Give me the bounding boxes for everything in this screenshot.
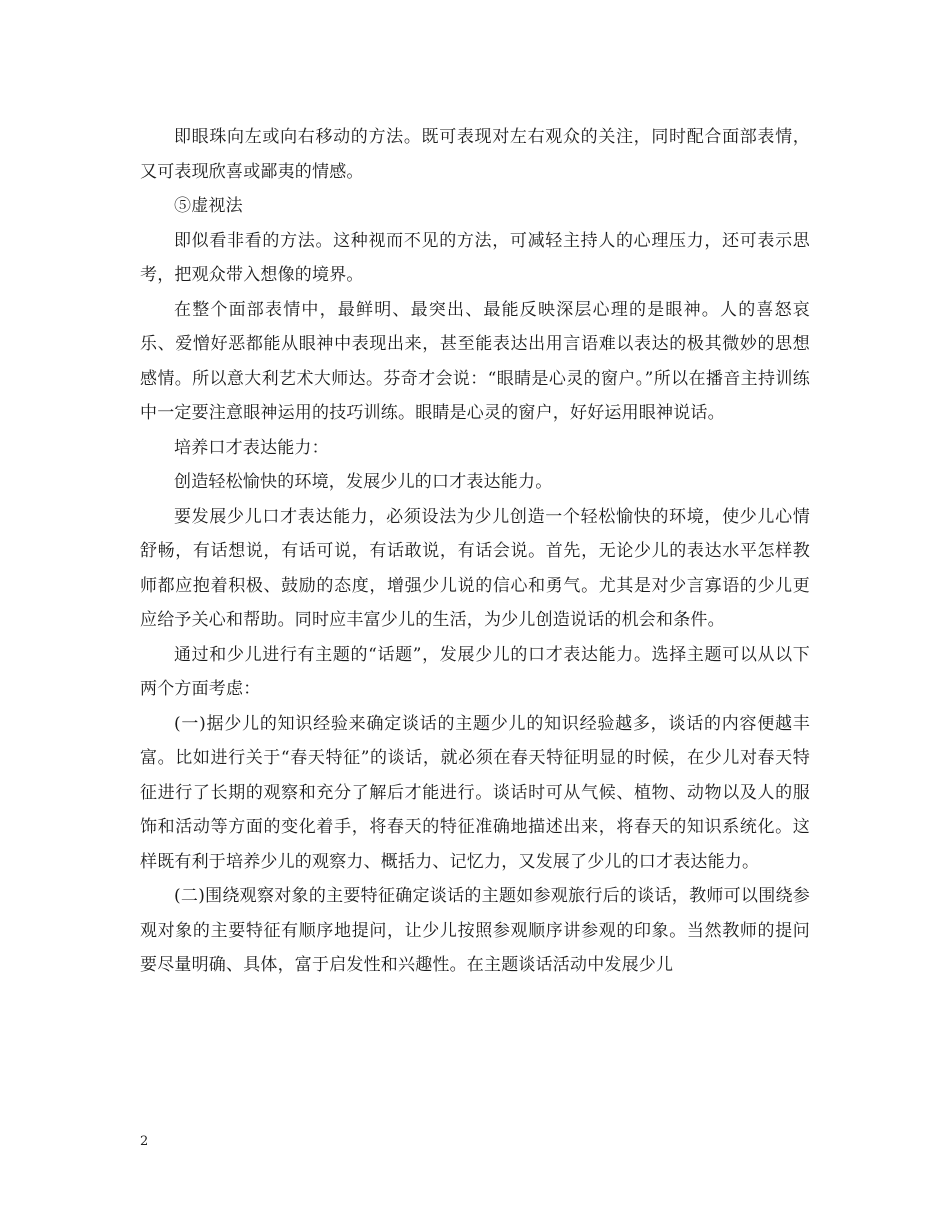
paragraph-relaxed-environment: 创造轻松愉快的环境，发展少儿的口才表达能力。 (174, 472, 553, 492)
paragraph-topic-conversation: 通过和少儿进行有主题的“话题”，发展少儿的口才表达能力。选择主题可以从以下两个方面考虑： (140, 644, 810, 699)
paragraph-topic-one: (一)据少儿的知识经验来确定谈话的主题少儿的知识经验越多，谈话的内容便越丰富。比如进行关于“春天特征”的谈话，就必须在春天特征明显的时候，在少儿对春天特征进行了长期的观察和充分了解后才能进行。谈话时可从气候、植物、动物以及人的服饰和活动等方面的变化着手，将春天的特征准确地描述出来，将春天的知识系统化。这样既有利于培养少儿的观察力、概括力、记忆力，又发展了少儿的口才表达能力。 (140, 713, 810, 872)
paragraph-eye-expression: 在整个面部表情中，最鲜明、最突出、最能反映深层心理的是眼神。人的喜怒哀乐、爱憎好恶都能从眼神中表现出来，甚至能表达出用言语难以表达的极其微妙的思想感情。所以意大利艺术大师达。芬奇才会说：“眼睛是心灵的窗户。”所以在播音主持训练中一定要注意眼神运用的技巧训练。眼睛是心灵的窗户，好好运用眼神说话。 (140, 299, 810, 423)
paragraph-topic-two: (二)围绕观察对象的主要特征确定谈话的主题如参观旅行后的谈话，教师可以围绕参观对象的主要特征有顺序地提问，让少儿按照参观顺序讲参观的印象。当然教师的提问要尽量明确、具体，富于启发性和兴趣性。在主题谈话活动中发展少儿 (140, 886, 810, 975)
paragraph-develop-expression: 要发展少儿口才表达能力，必须设法为少儿创造一个轻松愉快的环境，使少儿心情舒畅，有话想说，有话可说，有话敢说，有话会说。首先，无论少儿的表达水平怎样教师都应抱着积极、鼓励的态度，增强少儿说的信心和勇气。尤其是对少言寡语的少儿更应给予关心和帮助。同时应丰富少儿的生活，为少儿创造说话的机会和条件。 (140, 506, 810, 630)
heading-eloquence: 培养口才表达能力： (174, 437, 329, 458)
paragraph-virtual-gaze: 即似看非看的方法。这种视而不见的方法，可减轻主持人的心理压力，还可表示思考，把观众带入想像的境界。 (140, 230, 810, 285)
paragraph-eye-side-glance: 即眼珠向左或向右移动的方法。既可表现对左右观众的关注，同时配合面部表情，又可表现欣喜或鄙夷的情感。 (140, 127, 810, 182)
page-number: 2 (140, 1134, 149, 1149)
page-content (140, 120, 810, 983)
heading-virtual-gaze: ⑤虚视法 (174, 196, 243, 216)
